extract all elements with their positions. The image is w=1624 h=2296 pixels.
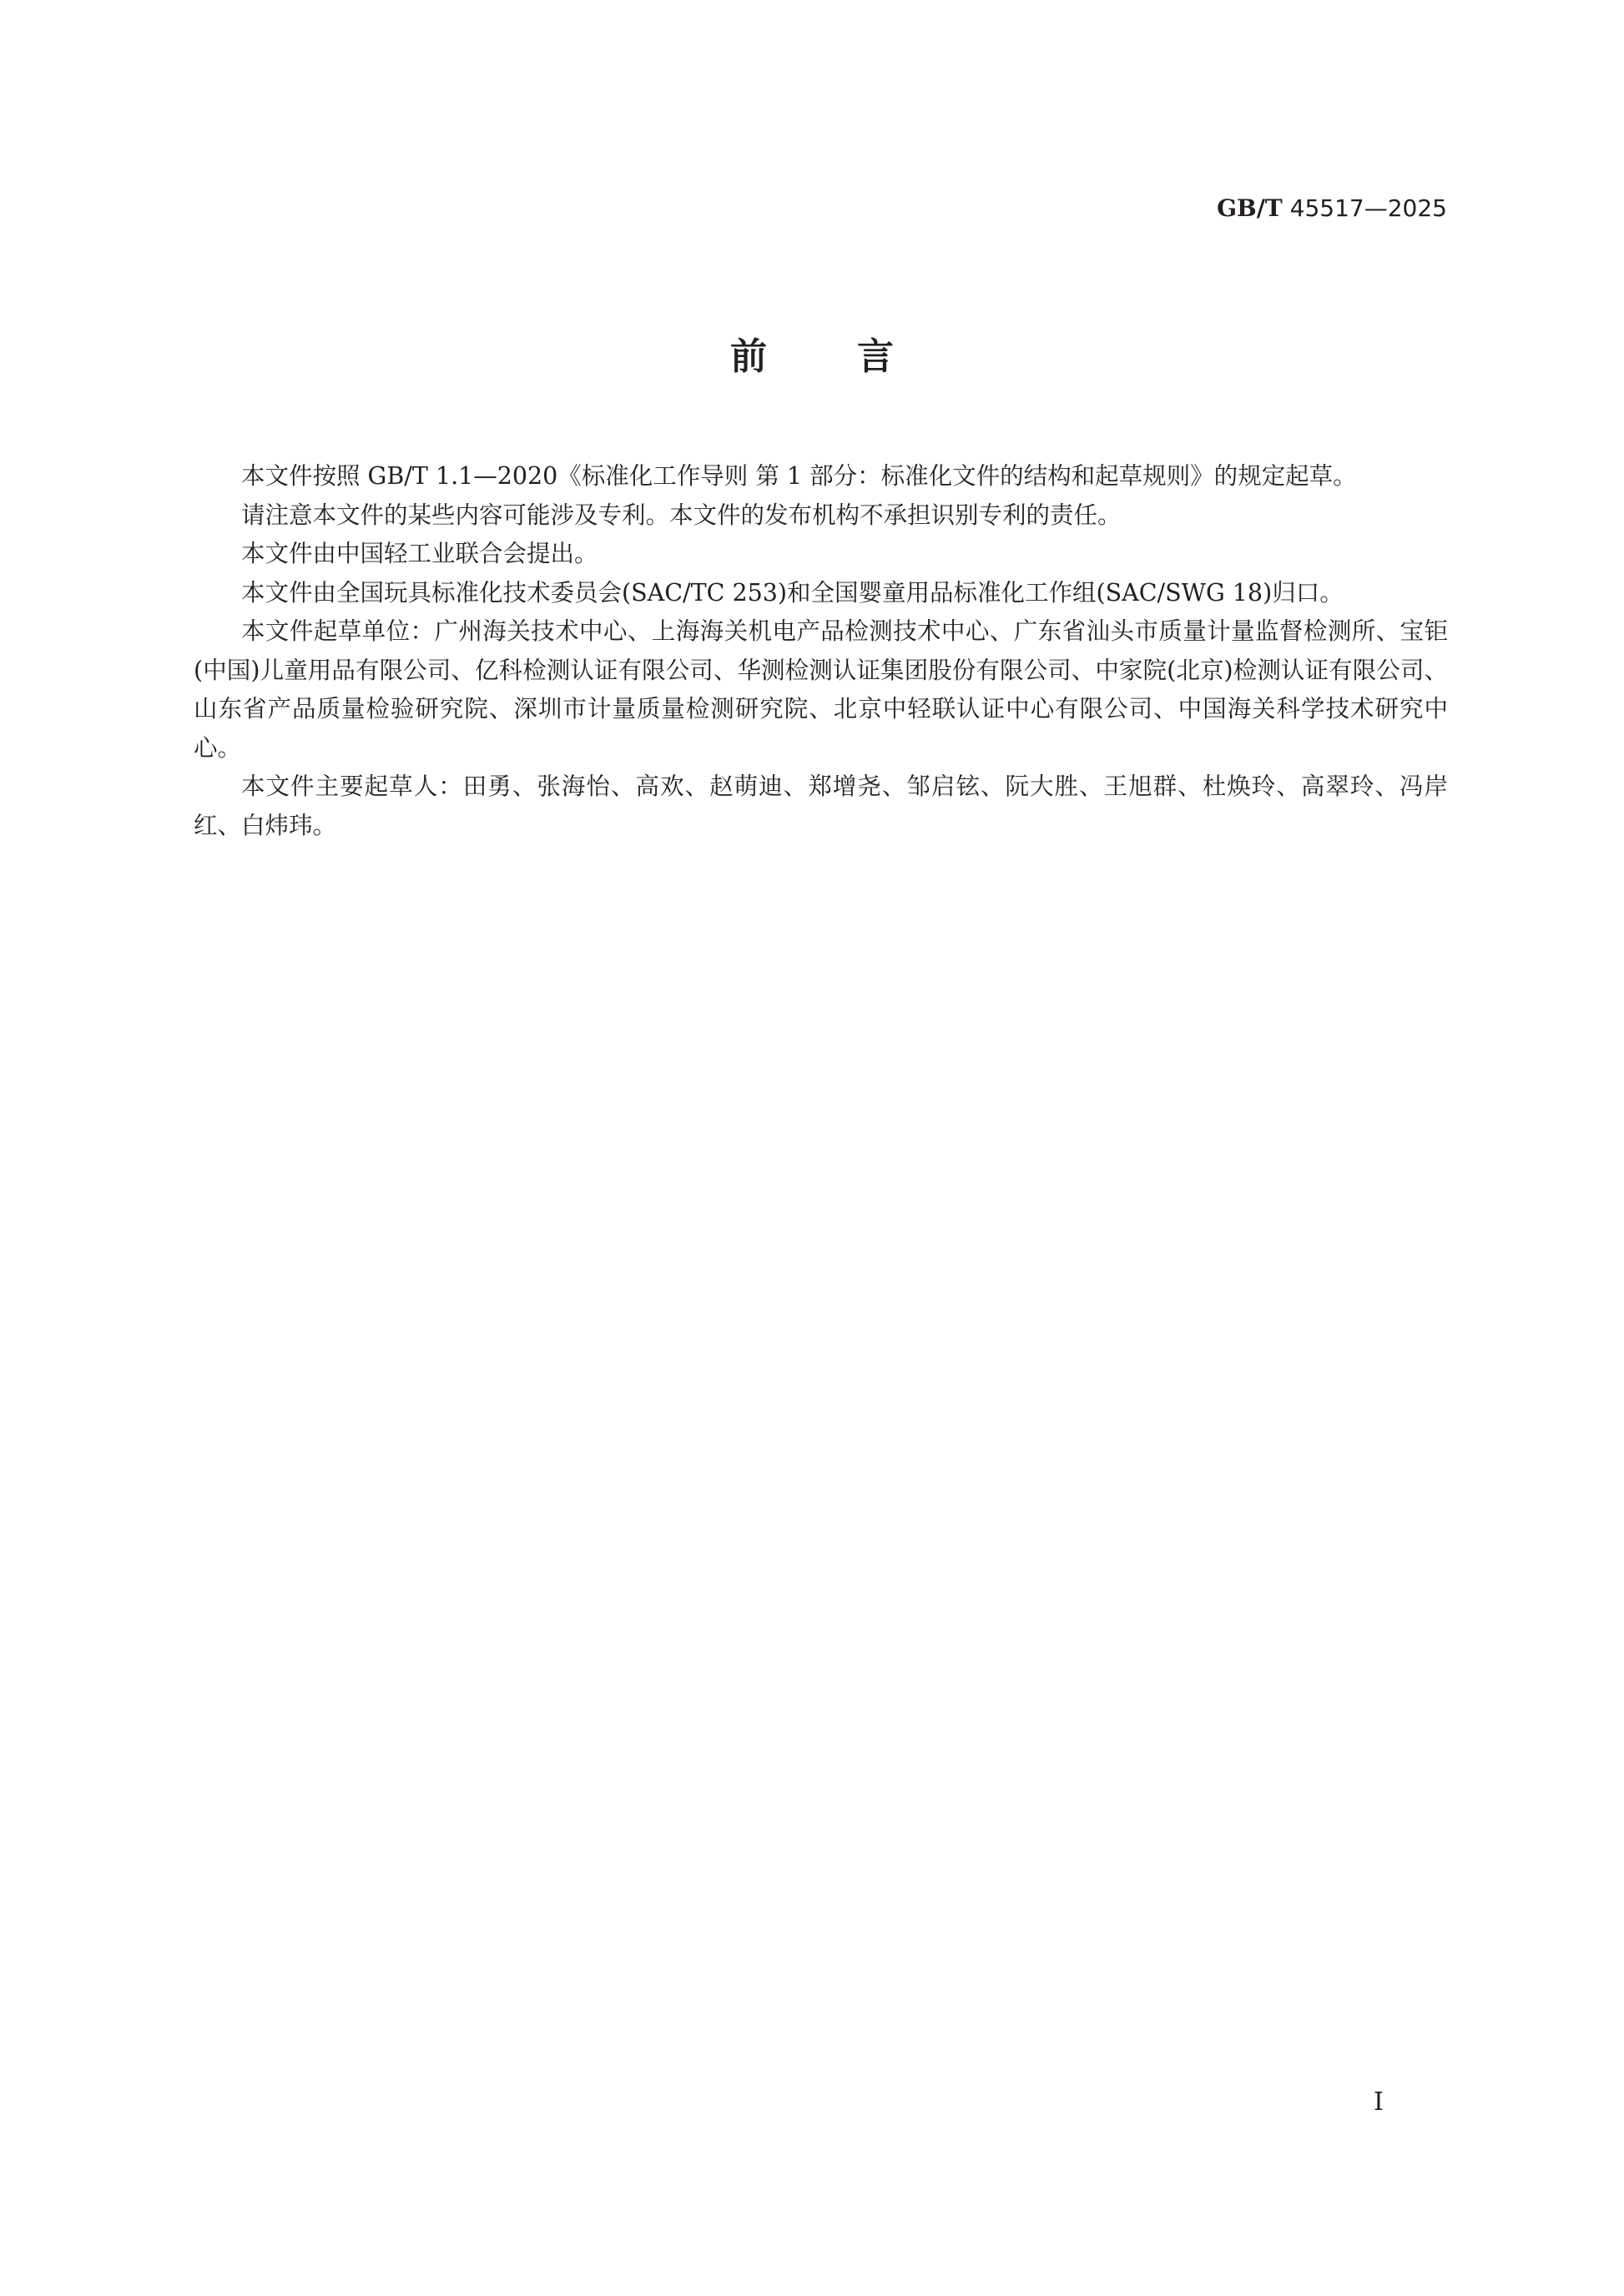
foreword-body xyxy=(194,457,1448,845)
standard-code-header xyxy=(1217,194,1447,224)
paragraph-proposer: 本文件由中国轻工业联合会提出。 xyxy=(241,540,598,567)
paragraph-patent-notice: 请注意本文件的某些内容可能涉及专利。本文件的发布机构不承担识别专利的责任。 xyxy=(241,501,1122,529)
standard-number: 45517—2025 xyxy=(1282,194,1447,222)
standard-prefix: GB/T xyxy=(1217,194,1283,222)
page-number: Ⅰ xyxy=(1374,2087,1384,2117)
page-title: 前言 xyxy=(730,335,984,378)
paragraph-drafting-rules: 本文件按照 GB/T 1.1—2020《标准化工作导则 第 1 部分：标准化文件的结构和起草规则》的规定起草。 xyxy=(241,462,1357,490)
paragraph-administration: 本文件由全国玩具标准化技术委员会(SAC/TC 253)和全国婴童用品标准化工作组(SAC/SWG 18)归口。 xyxy=(241,578,1344,607)
paragraph-drafting-units: 本文件起草单位：广州海关技术中心、上海海关机电产品检测技术中心、广东省汕头市质量计量监督检测所、宝钜(中国)儿童用品有限公司、亿科检测认证有限公司、华测检测认证集团股份有限公司、中家院(北京)检测认证有限公司、山东省产品质量检验研究院、深圳市计量质量检测研究院、北京中轻联认证中心有限公司、中国海关科学技术研究中心。 xyxy=(194,617,1448,762)
paragraph-drafters: 本文件主要起草人：田勇、张海怡、高欢、赵萌迪、郑增尧、邹启铉、阮大胜、王旭群、杜焕玲、高翠玲、冯岸红、白炜玮。 xyxy=(194,773,1448,839)
